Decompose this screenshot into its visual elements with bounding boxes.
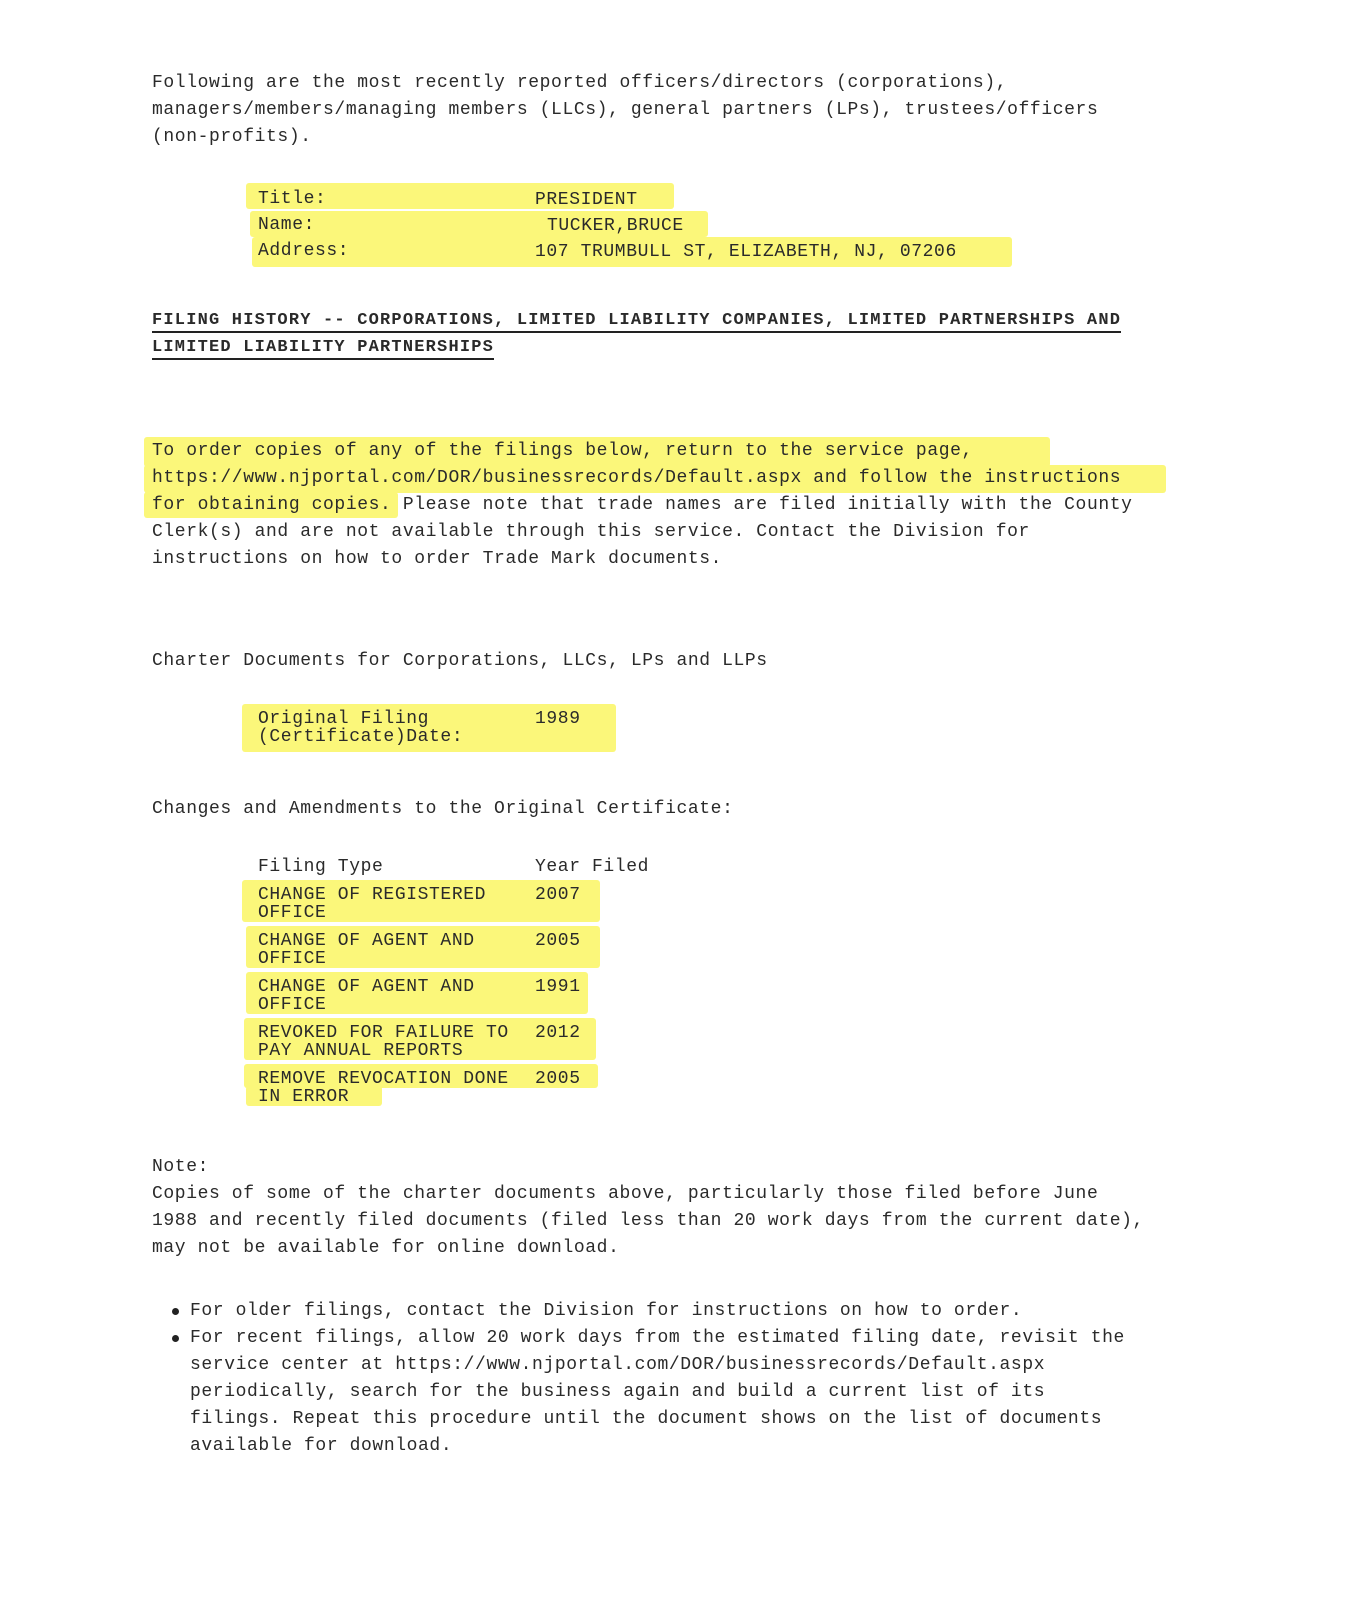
- bullet-text: For older filings, contact the Division for instructions on how to order.: [190, 1301, 1023, 1321]
- amendment-type-line: OFFICE: [258, 995, 327, 1015]
- bullet-text: service center at https://www.njportal.com/DOR/businessrecords/Default.aspx: [190, 1355, 1046, 1375]
- amendment-row-type: [258, 1070, 528, 1106]
- column-header-filing-type: Filing Type: [258, 857, 384, 877]
- original-filing-label: [258, 710, 528, 746]
- bullet-text: filings. Repeat this procedure until the document shows on the list of documents: [190, 1409, 1103, 1429]
- order-line: To order copies of any of the filings below, return to the service page,: [152, 441, 973, 461]
- amendment-type-line: REMOVE REVOCATION DONE: [258, 1069, 509, 1089]
- amendment-type-line: PAY ANNUAL REPORTS: [258, 1041, 464, 1061]
- officer-address-value: 107 TRUMBULL ST, ELIZABETH, NJ, 07206: [535, 242, 957, 262]
- order-line: Clerk(s) and are not available through this service. Contact the Division for: [152, 522, 1030, 542]
- order-paragraph: [152, 438, 1192, 573]
- amendment-row-year: 2007: [535, 885, 581, 905]
- officer-name-row: [258, 216, 315, 234]
- original-filing-value: 1989: [535, 709, 581, 729]
- officer-title-label: Title:: [258, 189, 327, 209]
- amendment-type-line: CHANGE OF REGISTERED: [258, 885, 487, 905]
- list-item: [152, 1298, 1192, 1325]
- note-section: [152, 1154, 1192, 1262]
- column-header-year-filed: Year Filed: [535, 857, 650, 877]
- note-line: Copies of some of the charter documents above, particularly those filed before June: [152, 1184, 1099, 1204]
- officer-title-value: PRESIDENT: [535, 190, 638, 210]
- intro-paragraph: [152, 70, 1192, 151]
- intro-line: (non-profits).: [152, 127, 312, 147]
- bullet-icon: [172, 1335, 179, 1342]
- bullet-text: periodically, search for the business again and build a current list of its: [190, 1382, 1046, 1402]
- officer-address-label: Address:: [258, 241, 350, 261]
- order-line-rest: . Please note that trade names are filed initially with the County: [380, 495, 1133, 515]
- amendment-row-year: 2005: [535, 931, 581, 951]
- amendment-type-line: OFFICE: [258, 903, 327, 923]
- order-line-highlighted: for obtaining copies: [152, 495, 381, 515]
- bullet-text: For recent filings, allow 20 work days from the estimated filing date, revisit the: [190, 1328, 1125, 1348]
- filing-history-heading-line2: LIMITED LIABILITY PARTNERSHIPS: [152, 338, 494, 360]
- amendment-row-type: [258, 978, 528, 1014]
- original-filing-label-line2: (Certificate)Date:: [258, 727, 464, 747]
- filing-history-heading-line1: FILING HISTORY -- CORPORATIONS, LIMITED LIABILITY COMPANIES, LIMITED PARTNERSHIPS AND: [152, 311, 1121, 333]
- note-bullet-list: [152, 1298, 1192, 1460]
- intro-line: Following are the most recently reported officers/directors (corporations),: [152, 73, 1008, 93]
- officer-name-value: TUCKER,BRUCE: [547, 216, 684, 236]
- amendment-type-line: OFFICE: [258, 949, 327, 969]
- amendments-heading: Changes and Amendments to the Original Certificate:: [152, 799, 734, 819]
- list-item: [152, 1325, 1192, 1460]
- note-label: Note:: [152, 1157, 210, 1177]
- amendment-type-line: CHANGE OF AGENT AND: [258, 977, 475, 997]
- officer-address-row: [258, 242, 349, 260]
- amendment-type-line: REVOKED FOR FAILURE TO: [258, 1023, 509, 1043]
- filing-history-heading: [152, 307, 1121, 361]
- note-line: may not be available for online download.: [152, 1238, 620, 1258]
- officer-name-label: Name:: [258, 215, 316, 235]
- bullet-icon: [172, 1308, 179, 1315]
- order-line: https://www.njportal.com/DOR/businessrecords/Default.aspx and follow the instructions: [152, 468, 1122, 488]
- officer-title-row: [258, 190, 326, 208]
- amendment-row-year: 1991: [535, 977, 581, 997]
- note-line: 1988 and recently filed documents (filed less than 20 work days from the current date),: [152, 1211, 1144, 1231]
- amendment-row-type: [258, 1024, 528, 1060]
- order-line: instructions on how to order Trade Mark documents.: [152, 549, 723, 569]
- amendment-row-year: 2005: [535, 1069, 581, 1089]
- amendment-type-line: IN ERROR: [258, 1087, 350, 1107]
- amendment-row-year: 2012: [535, 1023, 581, 1043]
- amendment-row-type: [258, 932, 528, 968]
- charter-heading: Charter Documents for Corporations, LLCs, LPs and LLPs: [152, 651, 768, 671]
- original-filing-label-line1: Original Filing: [258, 709, 430, 729]
- amendment-row-type: [258, 886, 528, 922]
- order-line: [152, 492, 1192, 519]
- bullet-text: available for download.: [190, 1436, 453, 1456]
- amendment-type-line: CHANGE OF AGENT AND: [258, 931, 475, 951]
- intro-line: managers/members/managing members (LLCs), general partners (LPs), trustees/officers: [152, 100, 1099, 120]
